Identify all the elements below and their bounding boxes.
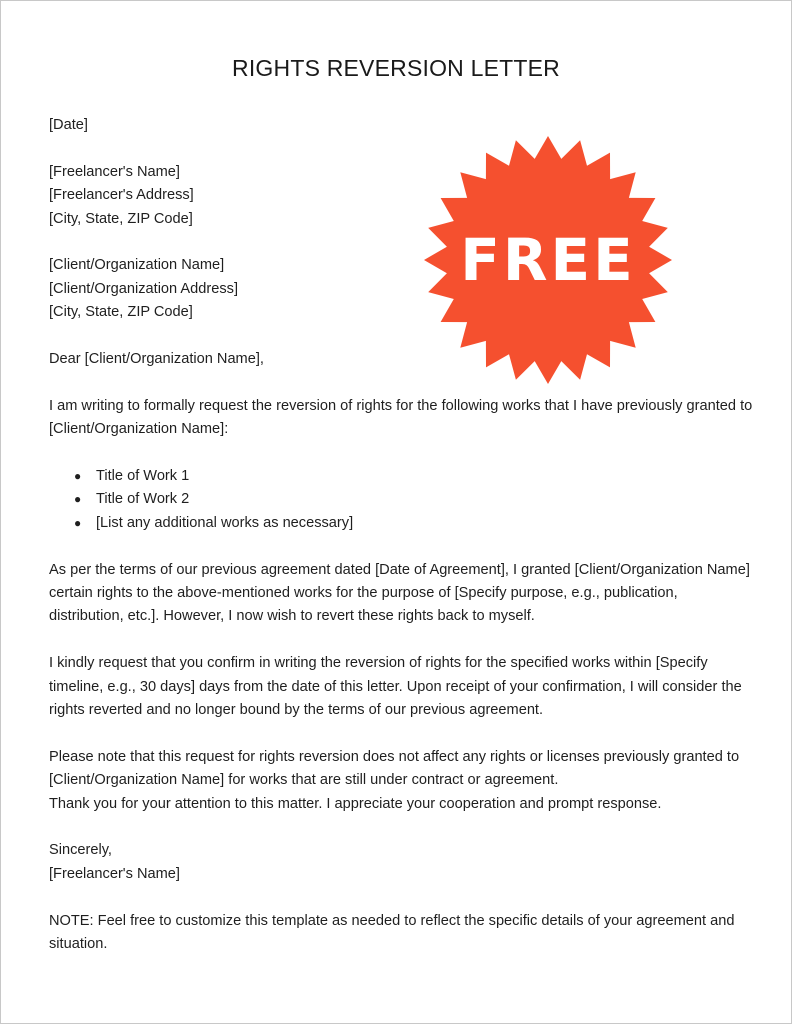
work-title: Title of Work 2: [96, 491, 190, 508]
list-item: [49, 465, 754, 488]
template-note: NOTE: Feel free to customize this template as needed to reflect the specific details of your agreement and situation.: [49, 912, 735, 953]
intro-paragraph: I am writing to formally request the reversion of rights for the following works that I have previously granted to [Client/Organization Name]:: [49, 397, 753, 438]
freelancer-city-line: [City, State, ZIP Code]: [49, 210, 193, 227]
list-item: [49, 512, 754, 535]
closing-line: Sincerely,: [49, 842, 112, 859]
page-title: RIGHTS REVERSION LETTER: [232, 55, 560, 81]
client-name-line: [Client/Organization Name]: [49, 257, 225, 274]
note-paragraph: Please note that this request for rights reversion does not affect any rights or licenses previously granted to [Client/Organization Name] for works that are still under contract or agreement.: [49, 748, 740, 789]
works-list: [49, 465, 754, 535]
work-title: Title of Work 1: [96, 468, 190, 485]
thanks-paragraph: Thank you for your attention to this matter. I appreciate your cooperation and prompt response.: [49, 795, 662, 812]
client-city-line: [City, State, ZIP Code]: [49, 304, 193, 321]
list-item: [49, 488, 754, 511]
freelancer-address-line: [Freelancer's Address]: [49, 187, 194, 204]
bullet-icon: ●: [74, 515, 82, 530]
date-line: [Date]: [49, 117, 88, 133]
salutation: Dear [Client/Organization Name],: [49, 351, 264, 368]
work-title: [List any additional works as necessary]: [96, 514, 354, 531]
client-address-line: [Client/Organization Address]: [49, 280, 239, 297]
bullet-icon: ●: [74, 469, 82, 484]
request-paragraph: I kindly request that you confirm in writing the reversion of rights for the specified works within [Specify timeline, e.g., 30 days] days from the date of this letter. Upon receipt of your confirmation, I will consider the rights reverted and no longer bound by the terms of our previous agreement.: [49, 655, 742, 719]
freelancer-name-line: [Freelancer's Name]: [49, 163, 180, 180]
signature-line: [Freelancer's Name]: [49, 865, 180, 882]
badge-label: FREE: [460, 226, 636, 294]
agreement-paragraph: As per the terms of our previous agreement dated [Date of Agreement], I granted [Client/Organization Name] certain rights to the above-mentioned works for the purpose of [Specify purpose, e.g., publication, distribution, etc.]. However, I now wish to revert these rights back to myself.: [49, 561, 750, 625]
free-badge-icon: [420, 134, 676, 386]
bullet-icon: ●: [74, 492, 82, 507]
